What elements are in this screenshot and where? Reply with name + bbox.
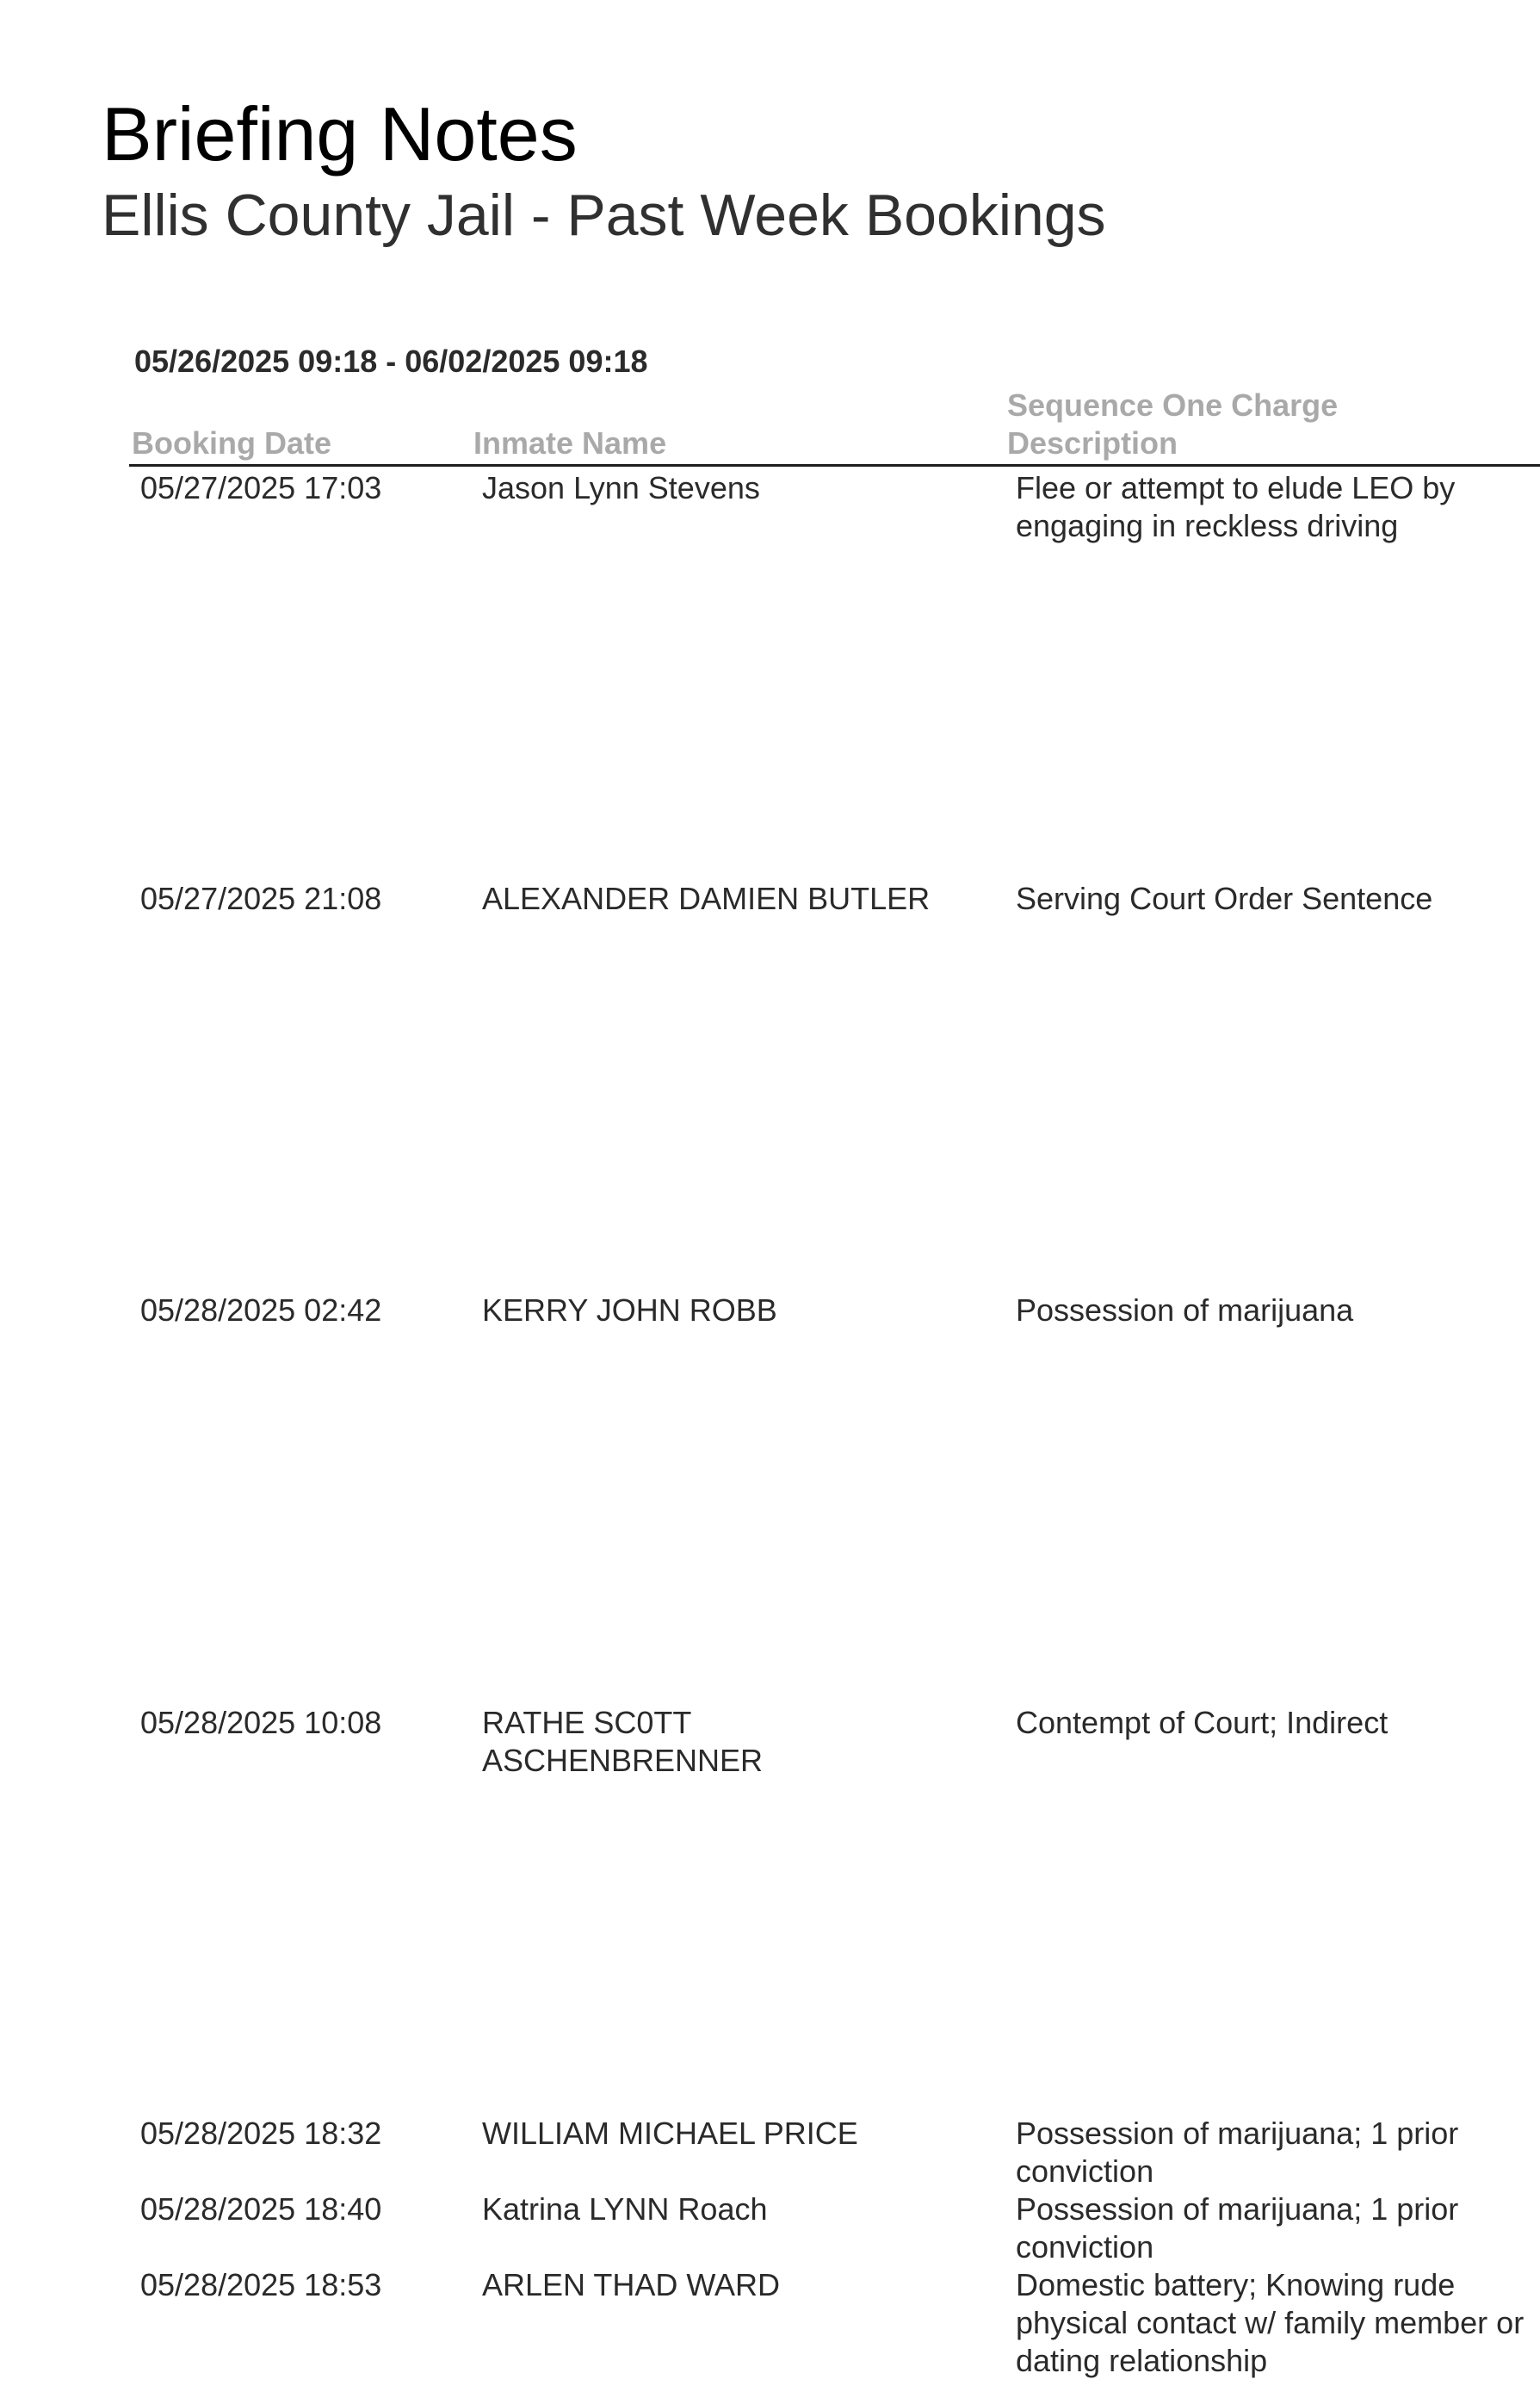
column-header-inmate-name: Inmate Name (473, 425, 667, 461)
column-header-charge-line2: Description (1007, 425, 1178, 461)
column-header-charge-line1: Sequence One Charge (1007, 387, 1339, 423)
booking-date-cell: 05/28/2025 02:42 (140, 1292, 382, 1328)
booking-date-cell: 05/28/2025 18:53 (140, 2267, 382, 2302)
column-header-booking-date: Booking Date (132, 425, 332, 461)
charge-description-cell: Serving Court Order Sentence (1016, 881, 1433, 916)
charge-description-cell: Flee or attempt to elude LEO by engaging in reckless driving (1016, 470, 1456, 543)
inmate-name-cell: WILLIAM MICHAEL PRICE (482, 2116, 858, 2151)
inmate-name-cell: Katrina LYNN Roach (482, 2191, 768, 2227)
page-subtitle: Ellis County Jail - Past Week Bookings (102, 183, 1106, 248)
charge-description-cell: Contempt of Court; Indirect (1016, 1705, 1388, 1740)
charge-description-cell: Domestic battery; Knowing rude physical contact w/ family member or dating relationship (1016, 2267, 1525, 2378)
inmate-name-cell: KERRY JOHN ROBB (482, 1292, 777, 1328)
booking-date-cell: 05/28/2025 18:32 (140, 2116, 382, 2151)
inmate-name-cell: ARLEN THAD WARD (482, 2267, 781, 2302)
booking-date-cell: 05/28/2025 10:08 (140, 1705, 382, 1740)
inmate-name-cell: Jason Lynn Stevens (482, 470, 760, 505)
date-range: 05/26/2025 09:18 - 06/02/2025 09:18 (134, 344, 648, 379)
booking-date-cell: 05/27/2025 21:08 (140, 881, 382, 916)
charge-description-cell: Possession of marijuana; 1 prior conviction (1016, 2116, 1459, 2189)
inmate-name-cell: RATHE SC0TT ASCHENBRENNER (482, 1705, 764, 1778)
column-header-charge-description (1007, 387, 1338, 462)
charge-description-cell: Possession of marijuana (1016, 1292, 1354, 1328)
inmate-name-cell: ALEXANDER DAMIEN BUTLER (482, 881, 931, 916)
header-divider (129, 464, 1540, 467)
page-title: Briefing Notes (102, 91, 578, 177)
charge-description-cell: Possession of marijuana; 1 prior conviction (1016, 2191, 1459, 2265)
booking-date-cell: 05/28/2025 18:40 (140, 2191, 382, 2227)
booking-date-cell: 05/27/2025 17:03 (140, 470, 382, 505)
